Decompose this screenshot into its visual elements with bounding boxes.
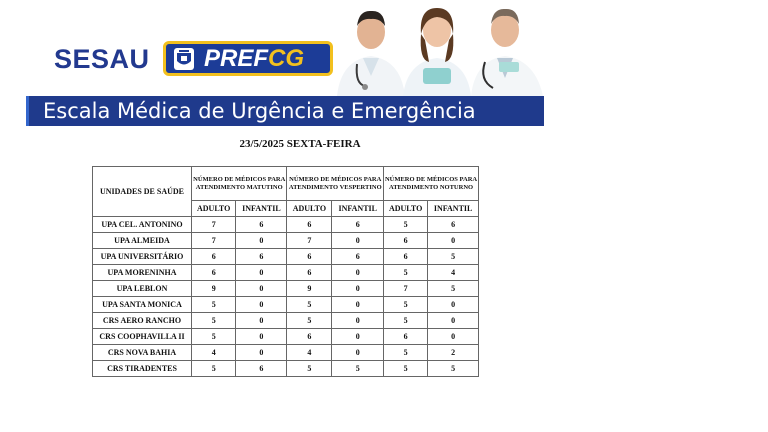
table-group-header-row [93, 167, 479, 201]
unit-name-cell: CRS NOVA BAHIA [93, 345, 192, 361]
value-cell: 6 [287, 217, 332, 233]
table-row [93, 297, 479, 313]
prefcg-logo [163, 41, 333, 76]
value-cell: 5 [287, 361, 332, 377]
value-cell: 5 [192, 361, 236, 377]
value-cell: 0 [236, 233, 287, 249]
value-cell: 0 [332, 329, 384, 345]
unit-name-cell: UPA ALMEIDA [93, 233, 192, 249]
value-cell: 5 [192, 329, 236, 345]
value-cell: 7 [384, 281, 428, 297]
value-cell: 0 [332, 313, 384, 329]
value-cell: 5 [384, 217, 428, 233]
value-cell: 5 [428, 249, 479, 265]
table-row [93, 233, 479, 249]
value-cell: 6 [428, 217, 479, 233]
table-row [93, 281, 479, 297]
value-cell: 5 [384, 297, 428, 313]
unit-column-header: UNIDADES DE SAÚDE [93, 167, 192, 217]
table-row [93, 265, 479, 281]
header [0, 0, 768, 130]
value-cell: 6 [236, 249, 287, 265]
title-banner [26, 96, 544, 126]
value-cell: 5 [428, 361, 479, 377]
value-cell: 6 [236, 217, 287, 233]
value-cell: 0 [236, 297, 287, 313]
value-cell: 5 [332, 361, 384, 377]
value-cell: 5 [192, 313, 236, 329]
value-cell: 0 [428, 233, 479, 249]
value-cell: 6 [332, 217, 384, 233]
group-header-afternoon: NÚMERO DE MÉDICOS PARA ATENDIMENTO VESPERTINO [287, 167, 384, 201]
value-cell: 0 [236, 313, 287, 329]
table-row [93, 217, 479, 233]
unit-name-cell: UPA LEBLON [93, 281, 192, 297]
subheader-cell: INFANTIL [236, 201, 287, 217]
value-cell: 4 [428, 265, 479, 281]
value-cell: 0 [236, 329, 287, 345]
value-cell: 5 [384, 361, 428, 377]
value-cell: 6 [287, 329, 332, 345]
prefcg-text-cg: CG [268, 45, 305, 72]
value-cell: 0 [332, 281, 384, 297]
value-cell: 0 [332, 297, 384, 313]
value-cell: 4 [287, 345, 332, 361]
value-cell: 0 [428, 329, 479, 345]
subheader-cell: ADULTO [192, 201, 236, 217]
city-crest-icon [173, 47, 195, 71]
group-header-morning: NÚMERO DE MÉDICOS PARA ATENDIMENTO MATUTINO [192, 167, 287, 201]
subheader-cell: ADULTO [287, 201, 332, 217]
subheader-cell: INFANTIL [332, 201, 384, 217]
unit-name-cell: CRS TIRADENTES [93, 361, 192, 377]
value-cell: 7 [287, 233, 332, 249]
unit-name-cell: UPA SANTA MONICA [93, 297, 192, 313]
prefcg-text-pref: PREF [204, 45, 269, 72]
prefcg-text [204, 45, 304, 73]
unit-name-cell: CRS AERO RANCHO [93, 313, 192, 329]
value-cell: 6 [384, 329, 428, 345]
table-row [93, 345, 479, 361]
table-row [93, 329, 479, 345]
value-cell: 6 [192, 249, 236, 265]
value-cell: 0 [236, 265, 287, 281]
table-row [93, 249, 479, 265]
value-cell: 0 [332, 233, 384, 249]
value-cell: 5 [287, 313, 332, 329]
value-cell: 5 [192, 297, 236, 313]
table-row [93, 361, 479, 377]
value-cell: 2 [428, 345, 479, 361]
unit-name-cell: UPA UNIVERSITÁRIO [93, 249, 192, 265]
unit-name-cell: UPA CEL. ANTONINO [93, 217, 192, 233]
value-cell: 7 [192, 217, 236, 233]
value-cell: 5 [384, 345, 428, 361]
doctors-photo [333, 0, 545, 96]
sesau-logo: SESAU [54, 44, 150, 74]
schedule-table [92, 166, 479, 377]
value-cell: 0 [428, 297, 479, 313]
value-cell: 5 [384, 313, 428, 329]
value-cell: 6 [287, 249, 332, 265]
value-cell: 0 [332, 345, 384, 361]
date-line: 23/5/2025 SEXTA-FEIRA [239, 138, 361, 150]
value-cell: 0 [236, 281, 287, 297]
subheader-cell: ADULTO [384, 201, 428, 217]
group-header-night: NÚMERO DE MÉDICOS PARA ATENDIMENTO NOTURNO [384, 167, 479, 201]
value-cell: 0 [332, 265, 384, 281]
value-cell: 7 [192, 233, 236, 249]
value-cell: 9 [192, 281, 236, 297]
value-cell: 9 [287, 281, 332, 297]
value-cell: 6 [332, 249, 384, 265]
value-cell: 5 [428, 281, 479, 297]
unit-name-cell: CRS COOPHAVILLA II [93, 329, 192, 345]
value-cell: 4 [192, 345, 236, 361]
value-cell: 0 [428, 313, 479, 329]
value-cell: 6 [236, 361, 287, 377]
value-cell: 6 [384, 233, 428, 249]
value-cell: 5 [287, 297, 332, 313]
value-cell: 0 [236, 345, 287, 361]
unit-name-cell: UPA MORENINHA [93, 265, 192, 281]
value-cell: 6 [384, 249, 428, 265]
page-title: Escala Médica de Urgência e Emergência [43, 99, 476, 123]
value-cell: 6 [192, 265, 236, 281]
subheader-cell: INFANTIL [428, 201, 479, 217]
value-cell: 5 [384, 265, 428, 281]
value-cell: 6 [287, 265, 332, 281]
table-row [93, 313, 479, 329]
